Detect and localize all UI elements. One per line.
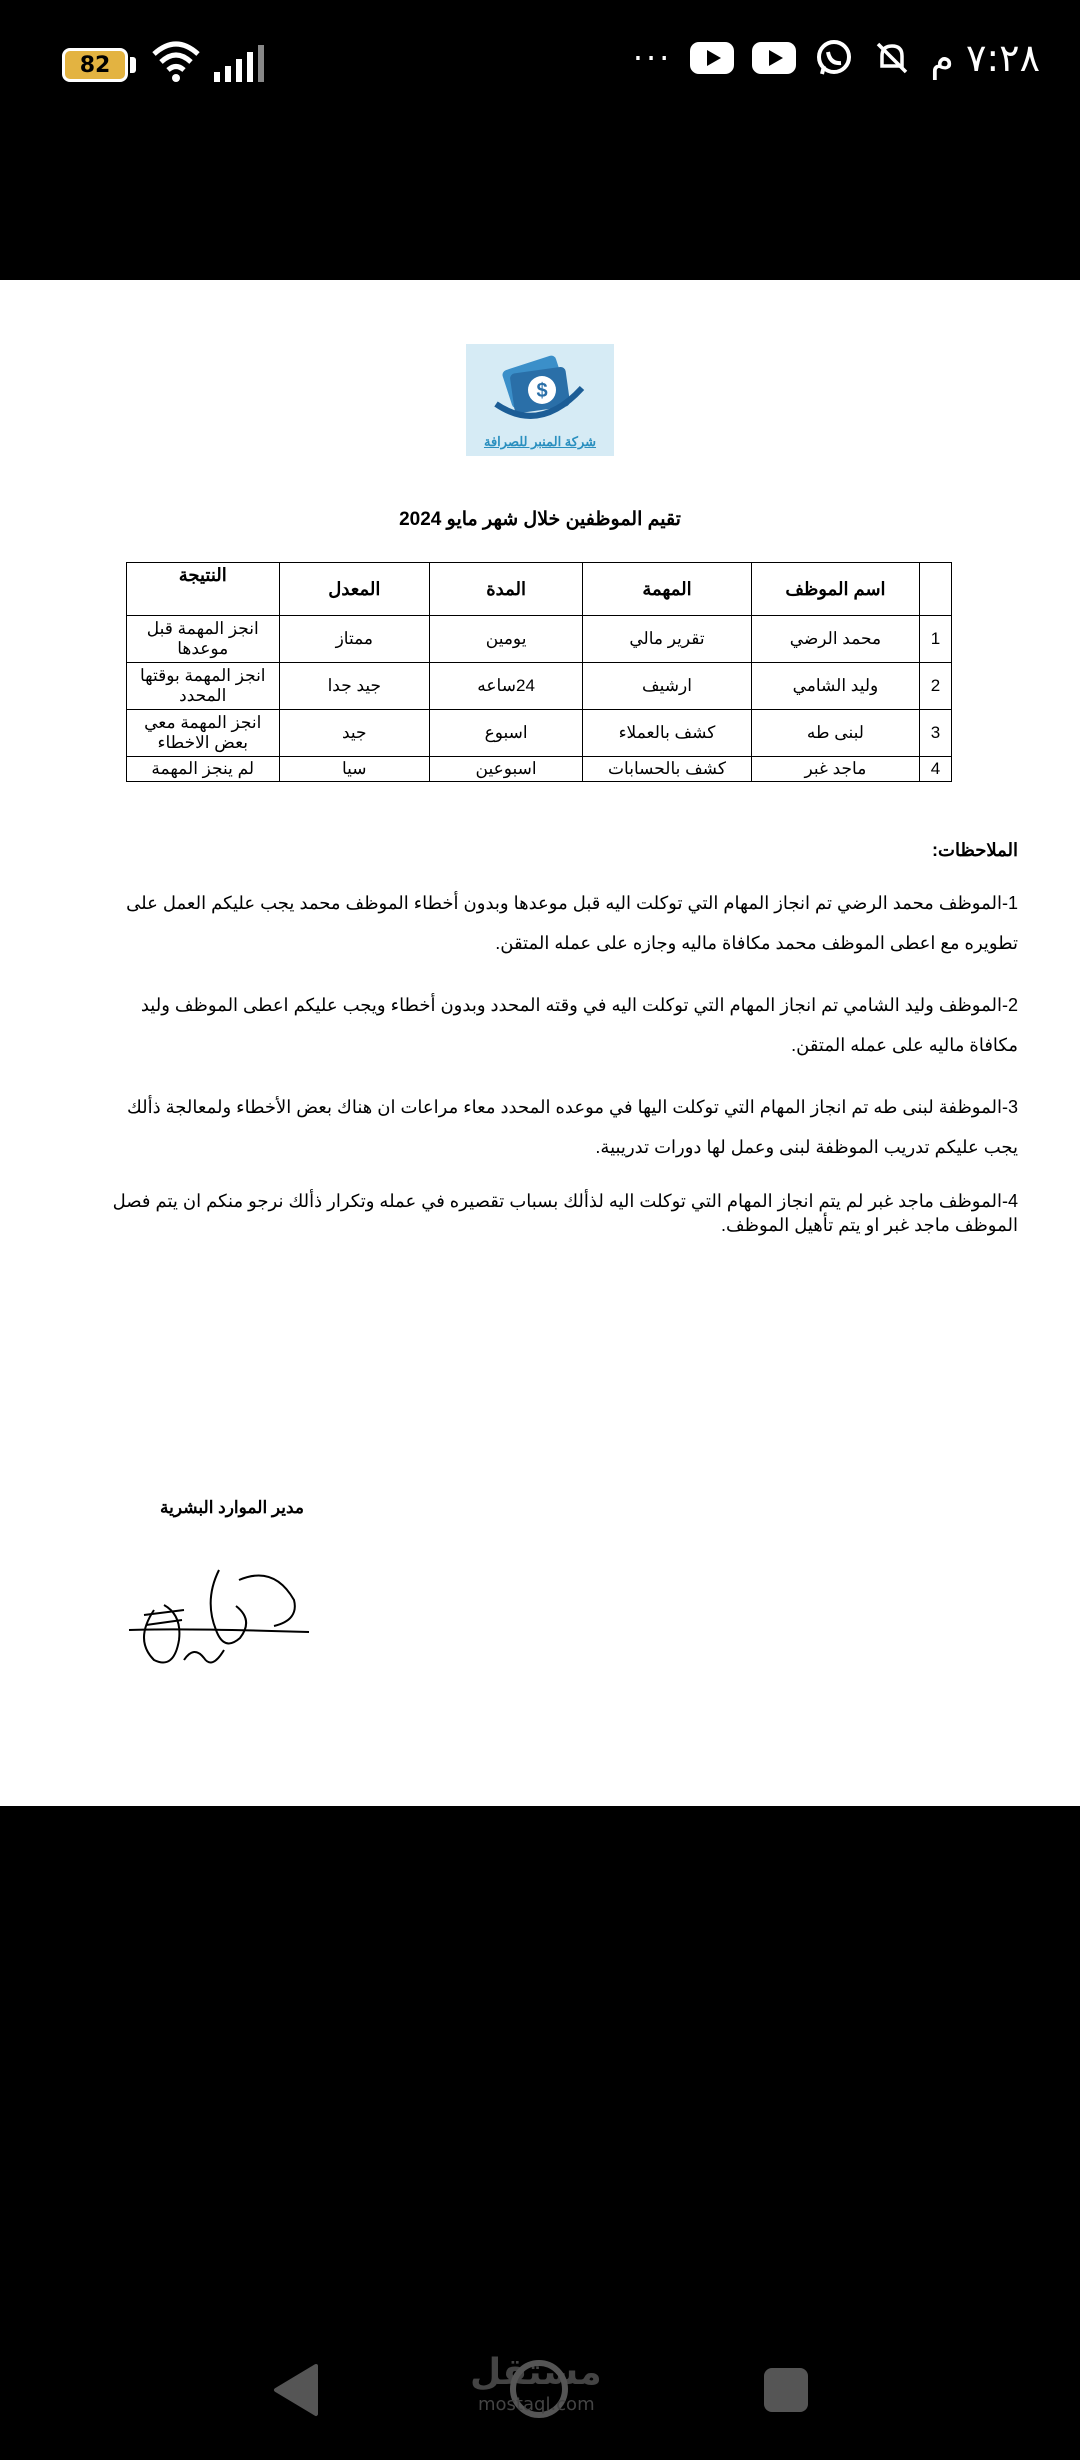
- col-task: المهمة: [583, 563, 752, 616]
- mute-icon: [872, 38, 912, 78]
- company-logo: [466, 344, 614, 456]
- cell-result: لم ينجز المهمة: [127, 757, 280, 782]
- cell-employee: ماجد غبر: [751, 757, 919, 782]
- back-icon[interactable]: [270, 2362, 320, 2418]
- cell-number: 3: [919, 710, 951, 757]
- note-item: 2-الموظف وليد الشامي تم انجاز المهام التي توكلت اليه في وقته المحدد وبدون أخطاء ويجب عليكم اعطى الموظف وليد مكافاة ماليه على عمله المتقن.: [140, 995, 1018, 1055]
- cell-task: كشف بالعملاء: [583, 710, 752, 757]
- cell-rating: جيد: [279, 710, 430, 757]
- cell-duration: اسبوع: [430, 710, 583, 757]
- note-item: 1-الموظف محمد الرضي تم انجاز المهام التي توكلت اليه قبل موعدها وبدون أخطاء الموظف محمد يجب عليكم العمل على تطويره مع اعطى الموظف محمد مكافاة ماليه وجازه على عمله المتقن.: [126, 893, 1018, 953]
- note-item: 3-الموظفة لبنى طه تم انجاز المهام التي توكلت اليها في موعده المحدد معاء مراعات ان هناك بعض الأخطاء ولمعالجة ذألك يجب عليكم تدريب الموظفة لبنى وعمل لها دورات تدريبية.: [126, 1097, 1018, 1157]
- cell-duration: 24ساعه: [430, 663, 583, 710]
- col-employee: اسم الموظف: [751, 563, 919, 616]
- cell-rating: جيد جدا: [279, 663, 430, 710]
- cell-employee: لبنى طه: [751, 710, 919, 757]
- status-bar: [0, 0, 1080, 130]
- clock: ٧:٢٨ م: [930, 36, 1040, 80]
- cell-duration: اسبوعين: [430, 757, 583, 782]
- wifi-icon: [150, 38, 202, 86]
- more-icon: ···: [632, 39, 673, 77]
- recent-apps-icon[interactable]: [764, 2368, 808, 2412]
- cell-number: 4: [919, 757, 951, 782]
- navigation-bar: [0, 2330, 1080, 2460]
- signature: [124, 1560, 314, 1680]
- cell-employee: وليد الشامي: [751, 663, 919, 710]
- right-status-icons: [633, 36, 1040, 80]
- svg-text:$: $: [536, 380, 548, 402]
- youtube-icon: [752, 42, 796, 74]
- cell-employee: محمد الرضي: [751, 616, 919, 663]
- notes-heading: الملاحظات:: [932, 840, 1018, 860]
- table-header-row: [127, 563, 952, 616]
- battery-tip: [130, 57, 136, 73]
- battery-icon: [62, 48, 128, 82]
- cell-task: ارشيف: [583, 663, 752, 710]
- cell-result: انجز المهمة معي بعض الاخطاء: [127, 710, 280, 757]
- notes-section: [90, 840, 1018, 1259]
- battery-level: 82: [79, 52, 111, 78]
- table-row: [127, 710, 952, 757]
- employee-table: [126, 562, 952, 782]
- document-title: تقيم الموظفين خلال شهر مايو 2024: [399, 509, 681, 530]
- col-result: النتيجة: [127, 563, 280, 616]
- cell-number: 2: [919, 663, 951, 710]
- note-item: 4-الموظف ماجد غبر لم يتم انجاز المهام التي توكلت اليه لذألك بسباب تقصيره في عمله وتكرار ذألك نرجو منكم ان يتم فصل الموظف ماجد غبر او يتم تأهيل الموظف.: [112, 1191, 1018, 1235]
- table-row: [127, 663, 952, 710]
- col-rating: المعدل: [279, 563, 430, 616]
- cell-task: كشف بالحسابات: [583, 757, 752, 782]
- signal-icon: [212, 44, 268, 84]
- whatsapp-icon: [814, 38, 854, 78]
- col-number: [919, 563, 951, 616]
- cell-result: انجز المهمة قبل موعدها: [127, 616, 280, 663]
- cell-rating: سيا: [279, 757, 430, 782]
- cell-result: انجز المهمة بوقتها المحدد: [127, 663, 280, 710]
- cell-number: 1: [919, 616, 951, 663]
- table-row: [127, 616, 952, 663]
- watermark-url: mostaql.com: [478, 2394, 595, 2415]
- hr-manager-title: مدير الموارد البشرية: [160, 1498, 305, 1517]
- document-page: [0, 280, 1080, 1806]
- cell-task: تقرير مالي: [583, 616, 752, 663]
- col-duration: المدة: [430, 563, 583, 616]
- watermark-logo: مستقل: [470, 2352, 602, 2393]
- cell-rating: ممتاز: [279, 616, 430, 663]
- table-row: [127, 757, 952, 782]
- youtube-icon: [690, 42, 734, 74]
- logo-caption: شركة المنبر للصرافة: [483, 434, 597, 449]
- cell-duration: يومين: [430, 616, 583, 663]
